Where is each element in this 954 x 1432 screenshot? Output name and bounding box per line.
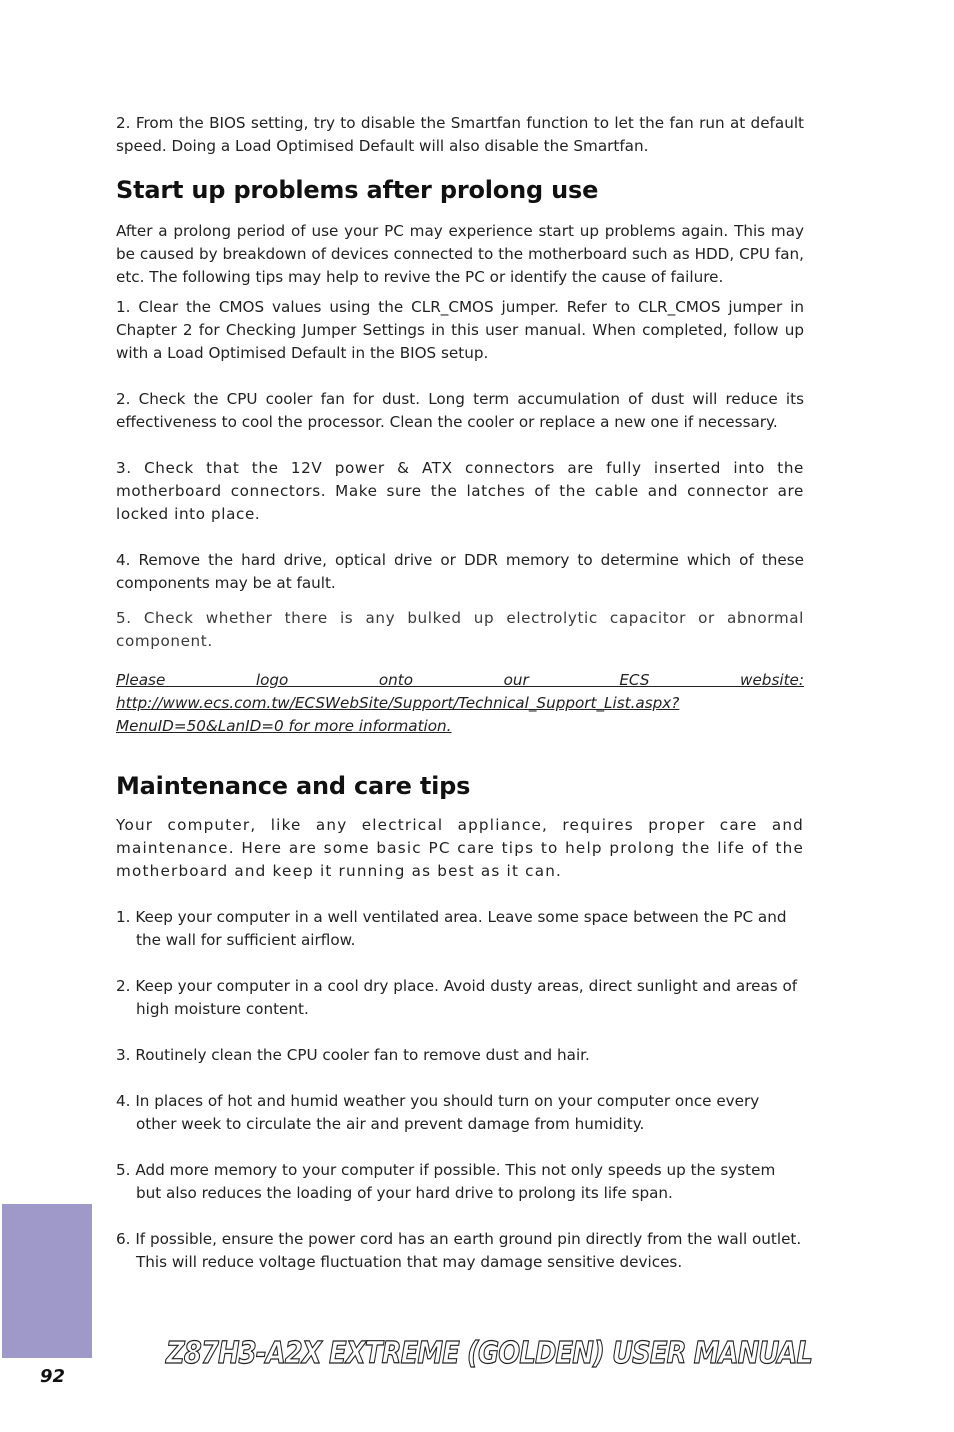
maintenance-item-5: 5. Add more memory to your computer if possible. This not only speeds up the system but also reduces the loading of your hard drive to prolong its life span. — [116, 1161, 776, 1202]
maintenance-heading: Maintenance and care tips — [116, 772, 471, 800]
startup-item-4: 4. Remove the hard drive, optical drive or DDR memory to determine which of these components may be at fault. — [116, 551, 804, 592]
maintenance-item-1: 1. Keep your computer in a well ventilated area. Leave some space between the PC and the wall for sufficient airflow. — [116, 908, 787, 949]
maintenance-item-2: 2. Keep your computer in a cool dry place. Avoid dusty areas, direct sunlight and areas of high moisture content. — [116, 977, 798, 1018]
startup-item-5: 5. Check whether there is any bulked up electrolytic capacitor or abnormal component. — [116, 609, 804, 650]
ecs-support-link[interactable]: Please logo onto our ECS website: http://www.ecs.com.tw/ECSWebSite/Support/Technical_Support_List.aspx?MenuID=50&LanID=0 for more information. — [116, 671, 804, 735]
manual-title: Z87H3-A2X EXTREME (GOLDEN) USER MANUAL — [166, 1336, 813, 1371]
page-content — [116, 112, 804, 1274]
maintenance-item-6: 6. If possible, ensure the power cord has an earth ground pin directly from the wall outlet. This will reduce voltage fluctuation that may damage sensitive devices. — [116, 1230, 802, 1271]
maintenance-item-3: 3. Routinely clean the CPU cooler fan to remove dust and hair. — [116, 1046, 590, 1064]
startup-item-1: 1. Clear the CMOS values using the CLR_CMOS jumper. Refer to CLR_CMOS jumper in Chapter 2 for Checking Jumper Settings in this user manual. When completed, follow up with a Load Optimised Default in the BIOS setup. — [116, 298, 804, 362]
maintenance-intro: Your computer, like any electrical appliance, requires proper care and maintenance. Here are some basic PC care tips to help prolong the life of the motherboard and keep it running as best as it can. — [116, 816, 804, 880]
intro-paragraph: 2. From the BIOS setting, try to disable the Smartfan function to let the fan run at default speed. Doing a Load Optimised Default will also disable the Smartfan. — [116, 114, 804, 155]
page-number: 92 — [40, 1366, 66, 1387]
startup-item-3: 3. Check that the 12V power & ATX connectors are fully inserted into the motherboard connectors. Make sure the latches of the cable and connector are locked into place. — [116, 459, 804, 523]
maintenance-item-4: 4. In places of hot and humid weather you should turn on your computer once every other week to circulate the air and prevent damage from humidity. — [116, 1092, 760, 1133]
chapter-sidebar-tab — [2, 1204, 92, 1358]
startup-intro: After a prolong period of use your PC may experience start up problems again. This may be caused by breakdown of devices connected to the motherboard such as HDD, CPU fan, etc. The following tips may help to revive the PC or identify the cause of failure. — [116, 222, 804, 286]
startup-item-2: 2. Check the CPU cooler fan for dust. Long term accumulation of dust will reduce its effectiveness to cool the processor. Clean the cooler or replace a new one if necessary. — [116, 390, 804, 431]
startup-heading: Start up problems after prolong use — [116, 176, 599, 204]
